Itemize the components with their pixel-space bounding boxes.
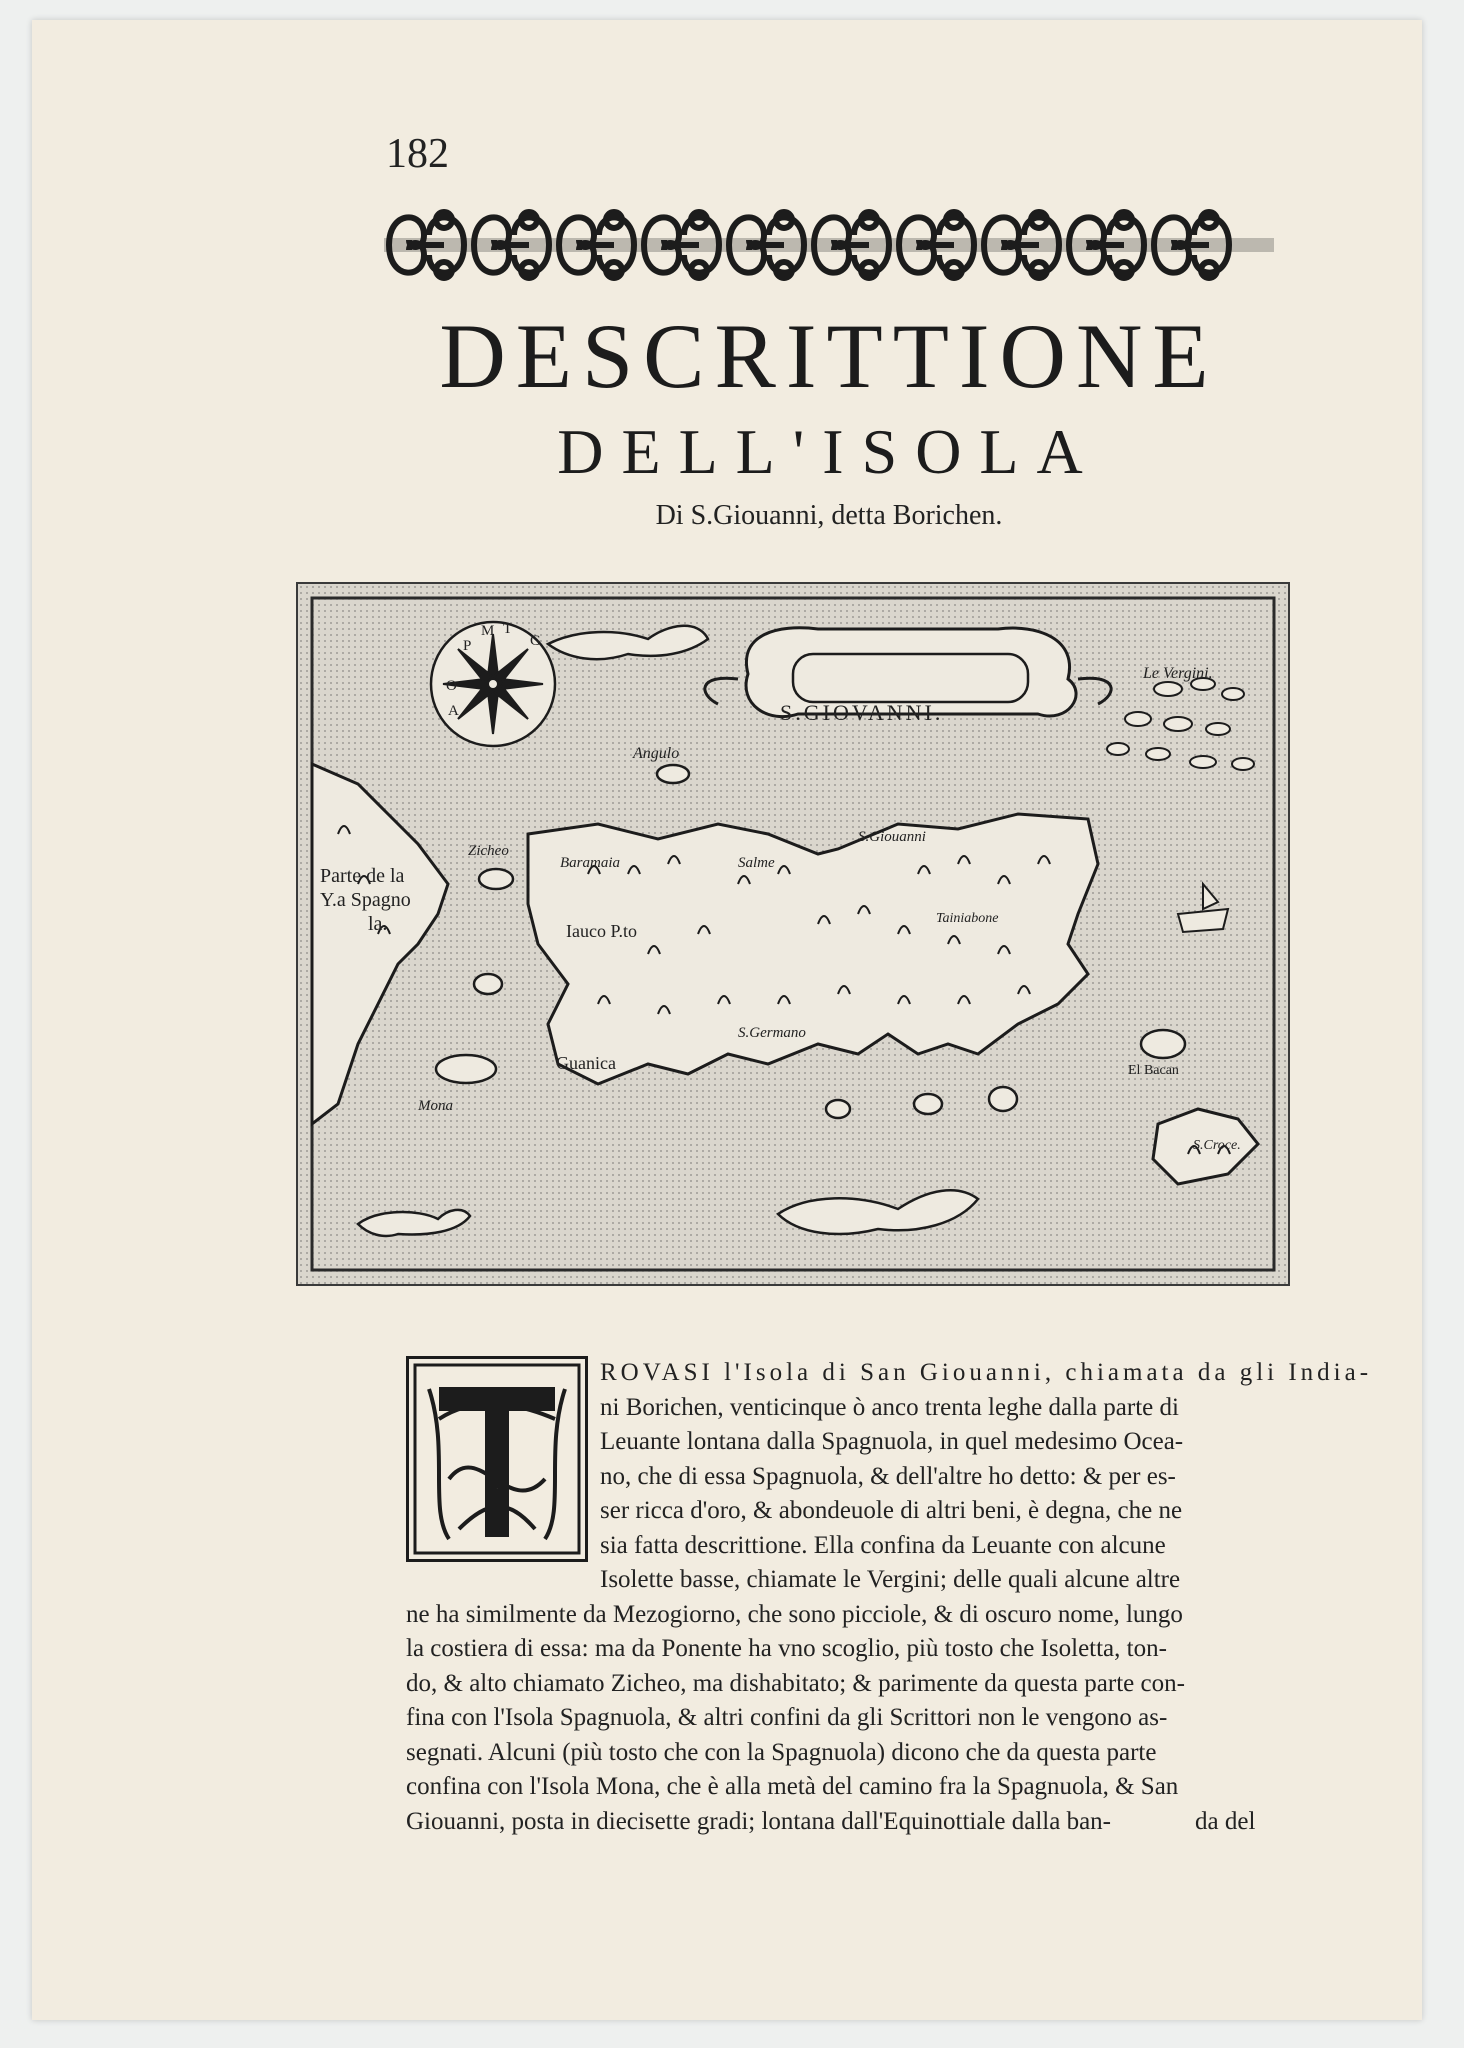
label-angulo: Angulo xyxy=(633,745,680,762)
body-text xyxy=(406,1356,1373,1839)
text-line: ROVASI l'Isola di San Giouanni, chiamata da gli India- xyxy=(600,1359,1373,1386)
compass-letter-m: M xyxy=(481,623,495,639)
page-number: 182 xyxy=(386,131,449,177)
label-le-vergini: Le Vergini. xyxy=(1143,665,1213,682)
compass-letter-o: O xyxy=(446,678,457,694)
label-guanica: Guanica xyxy=(556,1053,616,1073)
label-s-germano: S.Germano xyxy=(738,1025,806,1041)
text-line: do, & alto chiamato Zicheo, ma dishabitato; & parimente da questa parte con- xyxy=(406,1669,1185,1697)
label-zicheo: Zicheo xyxy=(468,843,509,859)
map-engraving xyxy=(296,582,1290,1286)
island-small xyxy=(989,1087,1017,1111)
label-salme: Salme xyxy=(738,855,775,871)
label-s-giouanni: S.Giouanni xyxy=(858,829,926,845)
label-baramaia: Baramaia xyxy=(560,855,620,871)
island-angulo xyxy=(657,765,689,783)
drop-cap-letter: T xyxy=(496,1489,498,1490)
island-mona xyxy=(436,1055,496,1083)
island-small xyxy=(1141,1030,1185,1058)
text-line: no, che di essa Spagnuola, & dell'altre ho detto: & per es- xyxy=(600,1462,1176,1490)
island-small xyxy=(826,1100,850,1118)
text-line: Isolette basse, chiamate le Vergini; delle quali alcune altre xyxy=(600,1566,1181,1593)
text-line: ser ricca d'oro, & abondeuole di altri beni, è degna, che ne xyxy=(600,1497,1183,1524)
compass-letter-g: G xyxy=(530,633,541,649)
text-line: ne ha similmente da Mezogiorno, che sono picciole, & di oscuro nome, lungo xyxy=(406,1600,1183,1628)
title-main: DESCRITTIONE xyxy=(439,305,1219,407)
text-line: confina con l'Isola Mona, che è alla metà del camino fra la Spagnuola, & San xyxy=(406,1773,1179,1800)
text-line: Giouanni, posta in diecisette gradi; lontana dall'Equinottiale dalla ban- xyxy=(406,1807,1111,1835)
text-line: la costiera di essa: ma da Ponente ha vno scoglio, più tosto che Isoletta, ton- xyxy=(406,1635,1167,1662)
compass-letter-a: A xyxy=(448,703,459,719)
label-la: la. xyxy=(368,913,388,935)
title-subtitle: Di S.Giouanni, detta Borichen. xyxy=(655,500,1003,531)
cartouche-label: S.GIOVANNI. xyxy=(780,700,944,725)
label-parte-de-la: Parte de la xyxy=(320,865,405,887)
island-zicheo xyxy=(479,869,513,889)
title-sub: DELL'ISOLA xyxy=(557,416,1101,487)
label-spagno: Y.a Spagno xyxy=(320,889,411,911)
label-el-bacan: El Bacan xyxy=(1128,1063,1179,1078)
text-line: Leuante lontana dalla Spagnuola, in quel medesimo Ocea- xyxy=(600,1428,1184,1455)
text-line: segnati. Alcuni (più tosto che con la Spagnuola) dicono che da questa parte xyxy=(406,1738,1157,1766)
text-line: sia fatta descrittione. Ella confina da Leuante con alcune xyxy=(600,1531,1166,1559)
island-small xyxy=(474,974,502,994)
label-iauco: Iauco P.to xyxy=(566,921,637,941)
island-small xyxy=(914,1094,942,1114)
label-s-croce: S.Croce. xyxy=(1193,1138,1241,1153)
text-line: ni Borichen, venticinque ò anco trenta leghe dalla parte di xyxy=(600,1393,1179,1421)
compass-letter-t: T xyxy=(503,621,513,637)
catchword: da del xyxy=(1195,1808,1256,1835)
compass-letter-p: P xyxy=(463,638,472,654)
label-tainiabone: Tainiabone xyxy=(936,911,999,926)
text-line: fina con l'Isola Spagnuola, & altri confini da gli Scrittori non le vengono as- xyxy=(406,1704,1168,1731)
ornament-band xyxy=(384,190,1274,300)
label-mona: Mona xyxy=(418,1098,453,1114)
